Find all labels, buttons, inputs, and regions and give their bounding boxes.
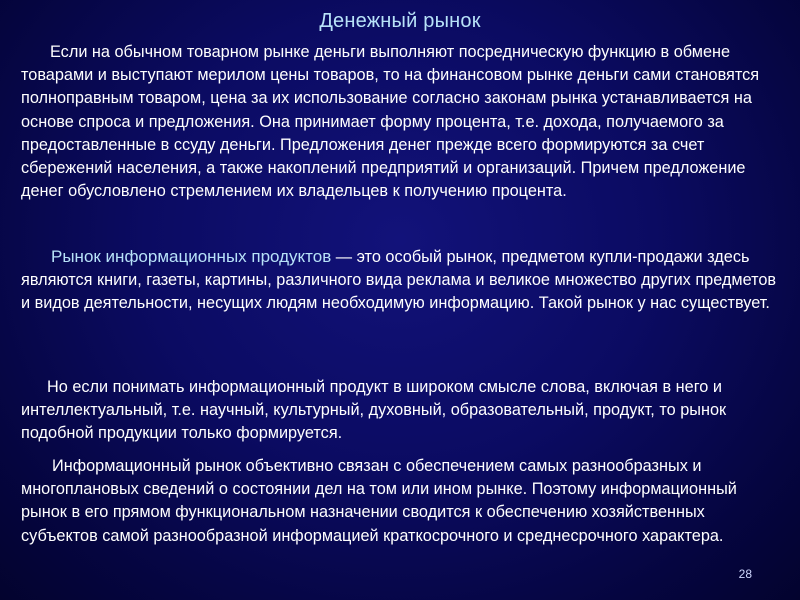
paragraph-info-market: Информационный рынок объективно связан с обеспечением самых разнообразных и многоплановых сведений о состоянии дел на том или ином рынке. Поэтому информационный рынок в его прямом функциональном назначении сводится к обеспечению хозяйственных субъектов самой разнообразной информацией краткосрочного и среднесрочного характера.	[21, 457, 737, 545]
slide-title: Денежный рынок	[319, 10, 481, 32]
paragraph-info-products-text: — это особый рынок, предметом купли-продажи здесь являются книги, газеты, картины, различного вида реклама и великое множество других предметов и видов деятельности, несущих людям необходимую информацию. Такой рынок у нас существует.	[21, 248, 777, 313]
page-number: 28	[738, 567, 752, 581]
paragraph-broad-sense: Но если понимать информационный продукт в широком смысле слова, включая в него и интеллектуальный, т.е. научный, культурный, духовный, образовательный, продукт, то рынок подобной продукции только формируется.	[21, 378, 727, 443]
highlight-term: Рынок информационных продуктов	[51, 247, 332, 266]
paragraph-info-products	[21, 245, 781, 316]
paragraph-money-market: Если на обычном товарном рынке деньги выполняют посредническую функцию в обмене товарами и выступают мерилом цены товаров, то на финансовом рынке деньги сами становятся полноправным товаром, цена за их использование согласно законам рынка устанавливается на основе спроса и предложения. Она принимает форму процента, т.е. дохода, получаемого за предоставленные в ссуду деньги. Предложения денег прежде всего формируются за счет сбережений населения, а также накоплений предприятий и организаций. Причем предложение денег обусловлено стремлением их владельцев к получению процента.	[21, 43, 760, 201]
